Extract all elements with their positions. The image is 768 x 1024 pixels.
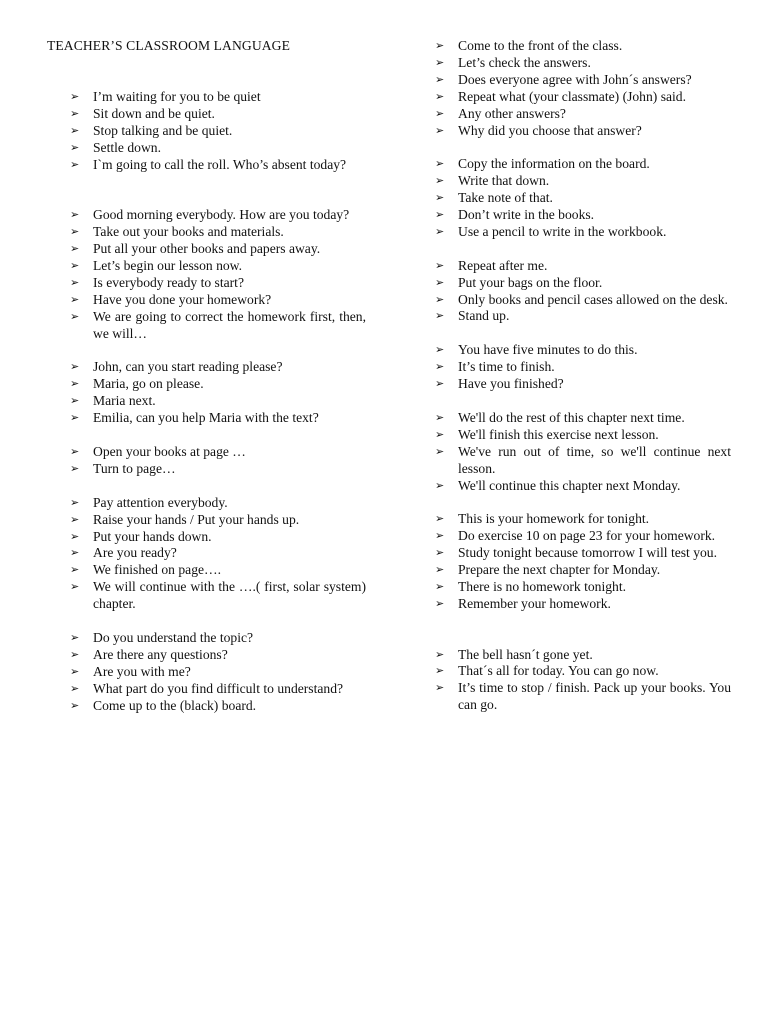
list-item bbox=[435, 173, 731, 190]
list-item-text: Stand up. bbox=[458, 308, 510, 324]
arrow-bullet-icon: ➢ bbox=[70, 123, 80, 137]
list-item-text: The bell hasn´t gone yet. bbox=[458, 646, 593, 662]
list-item-text: It’s time to stop / finish. Pack up your books. You can go. bbox=[458, 680, 731, 713]
list-item bbox=[435, 562, 731, 579]
list-item bbox=[435, 106, 731, 123]
arrow-bullet-icon: ➢ bbox=[70, 292, 80, 306]
list-item-text: Do you understand the topic? bbox=[93, 629, 254, 645]
arrow-bullet-icon: ➢ bbox=[70, 664, 80, 678]
phrase-group bbox=[435, 38, 731, 139]
arrow-bullet-icon: ➢ bbox=[70, 225, 80, 239]
list-item-text: Put your bags on the floor. bbox=[458, 274, 603, 290]
list-item-text: Emilia, can you help Maria with the text? bbox=[93, 410, 319, 426]
list-item-text: Repeat after me. bbox=[458, 257, 548, 273]
list-item bbox=[435, 207, 731, 224]
list-item-text: Let’s check the answers. bbox=[458, 54, 591, 70]
list-item-text: Maria, go on please. bbox=[93, 376, 204, 392]
phrase-group bbox=[70, 630, 366, 715]
list-item bbox=[70, 444, 366, 461]
list-item bbox=[435, 89, 731, 106]
phrase-group bbox=[435, 156, 731, 241]
list-item bbox=[435, 308, 731, 325]
list-item-text: John, can you start reading please? bbox=[93, 359, 283, 375]
arrow-bullet-icon: ➢ bbox=[70, 309, 80, 323]
list-item bbox=[70, 157, 366, 174]
list-item bbox=[435, 647, 731, 664]
list-item-text: Sit down and be quiet. bbox=[93, 105, 215, 121]
arrow-bullet-icon: ➢ bbox=[70, 495, 80, 509]
list-item bbox=[70, 495, 366, 512]
list-item-text: Raise your hands / Put your hands up. bbox=[93, 511, 300, 527]
list-item-text: Use a pencil to write in the workbook. bbox=[458, 223, 667, 239]
list-item bbox=[435, 275, 731, 292]
arrow-bullet-icon: ➢ bbox=[435, 664, 445, 678]
list-item-text: Let’s begin our lesson now. bbox=[93, 258, 243, 274]
arrow-bullet-icon: ➢ bbox=[435, 55, 445, 69]
phrase-group bbox=[70, 89, 366, 174]
list-item bbox=[70, 393, 366, 410]
arrow-bullet-icon: ➢ bbox=[435, 444, 445, 458]
arrow-bullet-icon: ➢ bbox=[435, 39, 445, 52]
list-item-text: Settle down. bbox=[93, 139, 161, 155]
list-item-text: This is your homework for tonight. bbox=[458, 511, 650, 527]
list-item-text: Good morning everybody. How are you today? bbox=[93, 207, 350, 223]
list-item bbox=[70, 461, 366, 478]
list-item bbox=[435, 663, 731, 680]
list-item-text: Write that down. bbox=[458, 173, 550, 189]
arrow-bullet-icon: ➢ bbox=[70, 630, 80, 644]
list-item-text: I’m waiting for you to be quiet bbox=[93, 89, 261, 104]
phrase-group bbox=[70, 495, 366, 613]
arrow-bullet-icon: ➢ bbox=[70, 208, 80, 222]
list-item-text: Come up to the (black) board. bbox=[93, 697, 257, 713]
list-item-text: We'll finish this exercise next lesson. bbox=[458, 426, 659, 442]
arrow-bullet-icon: ➢ bbox=[435, 123, 445, 137]
list-item bbox=[435, 156, 731, 173]
arrow-bullet-icon: ➢ bbox=[435, 360, 445, 374]
arrow-bullet-icon: ➢ bbox=[435, 512, 445, 526]
arrow-bullet-icon: ➢ bbox=[435, 681, 445, 695]
list-item bbox=[435, 596, 731, 613]
arrow-bullet-icon: ➢ bbox=[70, 461, 80, 475]
list-item bbox=[435, 545, 731, 562]
arrow-bullet-icon: ➢ bbox=[435, 292, 445, 306]
list-item-text: You have five minutes to do this. bbox=[458, 342, 638, 358]
arrow-bullet-icon: ➢ bbox=[435, 427, 445, 441]
list-item-text: Remember your homework. bbox=[458, 595, 611, 611]
list-item bbox=[70, 106, 366, 123]
list-item bbox=[435, 359, 731, 376]
list-item-text: Copy the information on the board. bbox=[458, 156, 650, 172]
arrow-bullet-icon: ➢ bbox=[70, 275, 80, 289]
list-item-text: There is no homework tonight. bbox=[458, 578, 627, 594]
arrow-bullet-icon: ➢ bbox=[70, 411, 80, 425]
list-item bbox=[70, 123, 366, 140]
list-item bbox=[435, 190, 731, 207]
phrase-group bbox=[435, 410, 731, 495]
list-item-text: Any other answers? bbox=[458, 105, 566, 121]
arrow-bullet-icon: ➢ bbox=[70, 546, 80, 560]
phrase-group bbox=[435, 511, 731, 612]
arrow-bullet-icon: ➢ bbox=[435, 529, 445, 543]
list-item bbox=[435, 410, 731, 427]
list-item bbox=[70, 292, 366, 309]
arrow-bullet-icon: ➢ bbox=[435, 208, 445, 222]
phrase-group bbox=[435, 342, 731, 393]
list-item bbox=[435, 579, 731, 596]
list-item-text: That´s all for today. You can go now. bbox=[458, 663, 659, 679]
list-item bbox=[70, 630, 366, 647]
list-item-text: Pay attention everybody. bbox=[93, 494, 228, 510]
list-item-text: Stop talking and be quiet. bbox=[93, 122, 233, 138]
list-item bbox=[435, 478, 731, 495]
list-item-text: We will continue with the ….( first, solar system) chapter. bbox=[93, 579, 366, 612]
list-item bbox=[70, 275, 366, 292]
arrow-bullet-icon: ➢ bbox=[70, 360, 80, 374]
list-item-text: Have you done your homework? bbox=[93, 291, 272, 307]
list-item bbox=[435, 511, 731, 528]
arrow-bullet-icon: ➢ bbox=[435, 191, 445, 205]
arrow-bullet-icon: ➢ bbox=[435, 224, 445, 238]
arrow-bullet-icon: ➢ bbox=[435, 275, 445, 289]
arrow-bullet-icon: ➢ bbox=[435, 410, 445, 424]
arrow-bullet-icon: ➢ bbox=[435, 72, 445, 86]
list-item bbox=[70, 664, 366, 681]
list-item bbox=[435, 258, 731, 275]
list-item bbox=[435, 38, 731, 55]
list-item-text: We are going to correct the homework first, then, we will… bbox=[93, 308, 366, 341]
list-item bbox=[435, 72, 731, 89]
list-item bbox=[70, 359, 366, 376]
arrow-bullet-icon: ➢ bbox=[435, 343, 445, 357]
list-item bbox=[70, 207, 366, 224]
arrow-bullet-icon: ➢ bbox=[435, 478, 445, 492]
list-item bbox=[435, 224, 731, 241]
arrow-bullet-icon: ➢ bbox=[435, 258, 445, 272]
list-item-text: Are there any questions? bbox=[93, 646, 228, 662]
list-item-text: Are you with me? bbox=[93, 663, 191, 679]
list-item bbox=[70, 224, 366, 241]
arrow-bullet-icon: ➢ bbox=[70, 580, 80, 594]
arrow-bullet-icon: ➢ bbox=[70, 394, 80, 408]
list-item-text: Don’t write in the books. bbox=[458, 207, 595, 223]
list-item-text: Maria next. bbox=[93, 393, 156, 409]
list-item-text: Come to the front of the class. bbox=[458, 38, 623, 53]
arrow-bullet-icon: ➢ bbox=[435, 563, 445, 577]
list-item bbox=[435, 292, 731, 309]
list-item bbox=[70, 410, 366, 427]
arrow-bullet-icon: ➢ bbox=[70, 563, 80, 577]
phrase-group bbox=[70, 444, 366, 478]
arrow-bullet-icon: ➢ bbox=[435, 579, 445, 593]
list-item-text: Open your books at page … bbox=[93, 443, 246, 459]
list-item-text: We've run out of time, so we'll continue next lesson. bbox=[458, 443, 731, 476]
left-column bbox=[70, 89, 366, 714]
arrow-bullet-icon: ➢ bbox=[435, 647, 445, 661]
list-item-text: I`m going to call the roll. Who’s absent today? bbox=[93, 156, 347, 172]
list-item bbox=[435, 376, 731, 393]
arrow-bullet-icon: ➢ bbox=[70, 512, 80, 526]
list-item bbox=[70, 647, 366, 664]
list-item bbox=[435, 55, 731, 72]
list-item bbox=[435, 427, 731, 444]
phrase-group bbox=[435, 647, 731, 715]
arrow-bullet-icon: ➢ bbox=[70, 444, 80, 458]
list-item bbox=[435, 444, 731, 478]
list-item-text: Take out your books and materials. bbox=[93, 224, 284, 240]
arrow-bullet-icon: ➢ bbox=[435, 106, 445, 120]
right-column bbox=[435, 38, 731, 714]
list-item-text: Only books and pencil cases allowed on the desk. bbox=[458, 291, 728, 307]
list-item bbox=[70, 681, 366, 698]
phrase-group bbox=[435, 258, 731, 326]
arrow-bullet-icon: ➢ bbox=[435, 174, 445, 188]
list-item bbox=[435, 528, 731, 545]
list-item bbox=[70, 258, 366, 275]
list-item bbox=[435, 342, 731, 359]
list-item bbox=[70, 309, 366, 343]
list-item bbox=[70, 545, 366, 562]
arrow-bullet-icon: ➢ bbox=[435, 377, 445, 391]
page-title: TEACHER’S CLASSROOM LANGUAGE bbox=[47, 38, 290, 53]
arrow-bullet-icon: ➢ bbox=[70, 681, 80, 695]
list-item-text: Put your hands down. bbox=[93, 528, 212, 544]
arrow-bullet-icon: ➢ bbox=[435, 596, 445, 610]
phrase-group bbox=[70, 207, 366, 342]
list-item bbox=[435, 123, 731, 140]
list-item-text: Does everyone agree with John´s answers? bbox=[458, 71, 692, 87]
arrow-bullet-icon: ➢ bbox=[70, 647, 80, 661]
arrow-bullet-icon: ➢ bbox=[70, 259, 80, 273]
arrow-bullet-icon: ➢ bbox=[435, 546, 445, 560]
list-item-text: Are you ready? bbox=[93, 545, 177, 561]
list-item-text: Prepare the next chapter for Monday. bbox=[458, 562, 661, 578]
list-item-text: Repeat what (your classmate) (John) said. bbox=[458, 88, 687, 104]
list-item bbox=[70, 579, 366, 613]
list-item bbox=[70, 241, 366, 258]
arrow-bullet-icon: ➢ bbox=[70, 529, 80, 543]
list-item bbox=[70, 376, 366, 393]
list-item-text: We'll continue this chapter next Monday. bbox=[458, 477, 681, 493]
arrow-bullet-icon: ➢ bbox=[70, 698, 80, 712]
arrow-bullet-icon: ➢ bbox=[435, 89, 445, 103]
list-item-text: Why did you choose that answer? bbox=[458, 122, 642, 138]
arrow-bullet-icon: ➢ bbox=[70, 377, 80, 391]
phrase-group bbox=[70, 359, 366, 427]
arrow-bullet-icon: ➢ bbox=[70, 106, 80, 120]
list-item bbox=[70, 562, 366, 579]
arrow-bullet-icon: ➢ bbox=[435, 309, 445, 323]
list-item-text: It’s time to finish. bbox=[458, 359, 555, 375]
list-item-text: Turn to page… bbox=[93, 460, 176, 476]
arrow-bullet-icon: ➢ bbox=[70, 140, 80, 154]
list-item-text: Do exercise 10 on page 23 for your homework. bbox=[458, 528, 716, 544]
list-item-text: We finished on page…. bbox=[93, 562, 222, 578]
list-item bbox=[435, 680, 731, 714]
list-item-text: Have you finished? bbox=[458, 376, 564, 392]
list-item bbox=[70, 698, 366, 715]
list-item-text: Study tonight because tomorrow I will test you. bbox=[458, 545, 718, 561]
arrow-bullet-icon: ➢ bbox=[70, 157, 80, 171]
list-item-text: Take note of that. bbox=[458, 190, 553, 206]
list-item bbox=[70, 512, 366, 529]
arrow-bullet-icon: ➢ bbox=[70, 242, 80, 256]
arrow-bullet-icon: ➢ bbox=[70, 90, 80, 103]
list-item bbox=[70, 89, 366, 106]
list-item-text: Put all your other books and papers away. bbox=[93, 241, 321, 257]
list-item-text: We'll do the rest of this chapter next time. bbox=[458, 409, 685, 425]
arrow-bullet-icon: ➢ bbox=[435, 157, 445, 171]
list-item-text: Is everybody ready to start? bbox=[93, 274, 244, 290]
list-item bbox=[70, 140, 366, 157]
list-item-text: What part do you find difficult to understand? bbox=[93, 680, 344, 696]
list-item bbox=[70, 529, 366, 546]
